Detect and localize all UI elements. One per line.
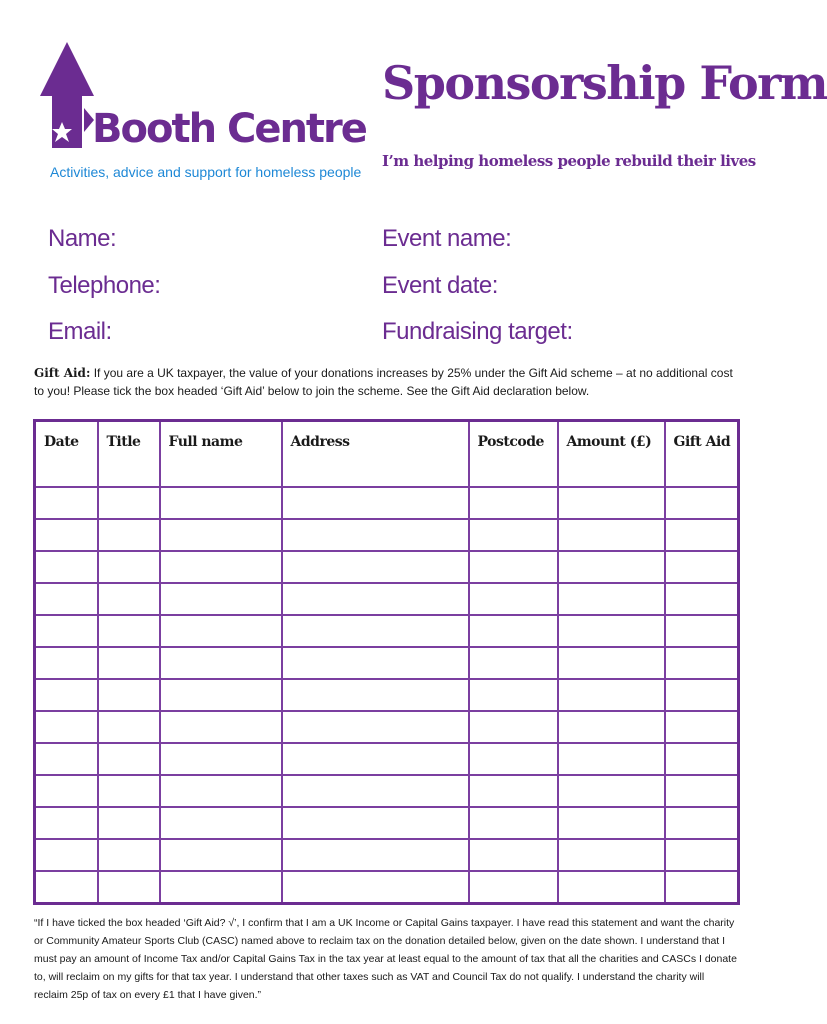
- address-cell[interactable]: [282, 615, 469, 647]
- postcode-cell[interactable]: [469, 615, 558, 647]
- address-cell[interactable]: [282, 711, 469, 743]
- title-cell[interactable]: [98, 583, 160, 615]
- postcode-cell[interactable]: [469, 519, 558, 551]
- title-cell[interactable]: [98, 519, 160, 551]
- title-cell[interactable]: [98, 839, 160, 871]
- date-cell[interactable]: [35, 839, 98, 871]
- full-name-cell[interactable]: [160, 871, 282, 904]
- page-subtitle: I’m helping homeless people rebuild their lives: [382, 152, 756, 170]
- table-row: [35, 871, 739, 904]
- event-name-label: Event name:: [382, 225, 512, 252]
- table-row: [35, 583, 739, 615]
- title-cell[interactable]: [98, 711, 160, 743]
- table-row: [35, 647, 739, 679]
- gift-aid-cell[interactable]: [665, 551, 739, 583]
- column-header-postcode: Postcode: [469, 421, 558, 488]
- gift-aid-cell[interactable]: [665, 487, 739, 519]
- table-row: [35, 839, 739, 871]
- title-cell[interactable]: [98, 871, 160, 904]
- address-cell[interactable]: [282, 583, 469, 615]
- gift-aid-cell[interactable]: [665, 743, 739, 775]
- address-cell[interactable]: [282, 839, 469, 871]
- postcode-cell[interactable]: [469, 839, 558, 871]
- postcode-cell[interactable]: [469, 711, 558, 743]
- gift-aid-declaration: “If I have ticked the box headed ‘Gift Aid? √’, I confirm that I am a UK Income or Capital Gains taxpayer. I have read this statement and want the charity or Community Amateur Sports Club (CASC) named above to reclaim tax on the donation detailed below, given on the date shown. I understand that I must pay an amount of Income Tax and/or Capital Gains Tax in the tax year at least equal to the amount of tax that all the charities and CASCs I donate to, will reclaim on my gifts for that tax year. I understand that other taxes such as VAT and Council Tax do not qualify. I understand the charity will reclaim 25p of tax on every £1 that I have given.”: [34, 917, 737, 1001]
- column-header-address: Address: [282, 421, 469, 488]
- amount-cell[interactable]: [558, 871, 665, 904]
- title-cell[interactable]: [98, 807, 160, 839]
- date-cell[interactable]: [35, 583, 98, 615]
- postcode-cell[interactable]: [469, 583, 558, 615]
- gift-aid-label: Gift Aid:: [34, 366, 91, 380]
- column-header-gift-aid: Gift Aid: [665, 421, 739, 488]
- table-row: [35, 679, 739, 711]
- full-name-cell[interactable]: [160, 775, 282, 807]
- logo-tagline: Activities, advice and support for homeless people: [50, 164, 362, 180]
- address-cell[interactable]: [282, 519, 469, 551]
- table-row: [35, 615, 739, 647]
- title-cell[interactable]: [98, 487, 160, 519]
- title-cell[interactable]: [98, 551, 160, 583]
- amount-cell[interactable]: [558, 615, 665, 647]
- full-name-cell[interactable]: [160, 551, 282, 583]
- gift-aid-text: If you are a UK taxpayer, the value of your donations increases by 25% under the Gift Aid scheme – at no additional cost to you! Please tick the box headed ‘Gift Aid’ below to join the scheme. See the Gift Aid declaration below.: [34, 366, 733, 398]
- postcode-cell[interactable]: [469, 775, 558, 807]
- full-name-cell[interactable]: [160, 679, 282, 711]
- amount-cell[interactable]: [558, 775, 665, 807]
- table-row: [35, 711, 739, 743]
- title-cell[interactable]: [98, 647, 160, 679]
- date-cell[interactable]: [35, 647, 98, 679]
- amount-cell[interactable]: [558, 551, 665, 583]
- full-name-cell[interactable]: [160, 839, 282, 871]
- date-cell[interactable]: [35, 615, 98, 647]
- full-name-cell[interactable]: [160, 583, 282, 615]
- date-cell[interactable]: [35, 775, 98, 807]
- gift-aid-cell[interactable]: [665, 647, 739, 679]
- postcode-cell[interactable]: [469, 679, 558, 711]
- amount-cell[interactable]: [558, 519, 665, 551]
- title-cell[interactable]: [98, 775, 160, 807]
- postcode-cell[interactable]: [469, 871, 558, 904]
- table-row: [35, 519, 739, 551]
- address-cell[interactable]: [282, 487, 469, 519]
- amount-cell[interactable]: [558, 487, 665, 519]
- amount-cell[interactable]: [558, 583, 665, 615]
- date-cell[interactable]: [35, 871, 98, 904]
- table-body: [35, 487, 739, 904]
- full-name-cell[interactable]: [160, 615, 282, 647]
- date-cell[interactable]: [35, 551, 98, 583]
- gift-aid-cell[interactable]: [665, 583, 739, 615]
- address-cell[interactable]: [282, 807, 469, 839]
- gift-aid-cell[interactable]: [665, 871, 739, 904]
- amount-cell[interactable]: [558, 807, 665, 839]
- fundraising-target-label: Fundraising target:: [382, 318, 573, 345]
- booth-centre-logo: [38, 40, 366, 190]
- address-cell[interactable]: [282, 647, 469, 679]
- postcode-cell[interactable]: [469, 551, 558, 583]
- telephone-label: Telephone:: [48, 272, 161, 299]
- address-cell[interactable]: [282, 743, 469, 775]
- date-cell[interactable]: [35, 679, 98, 711]
- address-cell[interactable]: [282, 551, 469, 583]
- table-header-row: [35, 421, 739, 488]
- email-label: Email:: [48, 318, 112, 345]
- date-cell[interactable]: [35, 487, 98, 519]
- table-row: [35, 775, 739, 807]
- gift-aid-cell[interactable]: [665, 519, 739, 551]
- name-label: Name:: [48, 225, 117, 252]
- column-header-date: Date: [35, 421, 98, 488]
- gift-aid-cell[interactable]: [665, 775, 739, 807]
- address-cell[interactable]: [282, 871, 469, 904]
- gift-aid-cell[interactable]: [665, 807, 739, 839]
- amount-cell[interactable]: [558, 839, 665, 871]
- postcode-cell[interactable]: [469, 487, 558, 519]
- event-date-label: Event date:: [382, 272, 498, 299]
- title-cell[interactable]: [98, 615, 160, 647]
- column-header-amount: Amount (£): [558, 421, 665, 488]
- gift-aid-cell[interactable]: [665, 615, 739, 647]
- gift-aid-note: [34, 364, 734, 400]
- column-header-full-name: Full name: [160, 421, 282, 488]
- full-name-cell[interactable]: [160, 743, 282, 775]
- table-row: [35, 487, 739, 519]
- gift-aid-cell[interactable]: [665, 711, 739, 743]
- logo-name: Booth Centre: [92, 106, 366, 152]
- postcode-cell[interactable]: [469, 647, 558, 679]
- full-name-cell[interactable]: [160, 487, 282, 519]
- table-row: [35, 743, 739, 775]
- amount-cell[interactable]: [558, 679, 665, 711]
- full-name-cell[interactable]: [160, 807, 282, 839]
- amount-cell[interactable]: [558, 743, 665, 775]
- date-cell[interactable]: [35, 807, 98, 839]
- date-cell[interactable]: [35, 711, 98, 743]
- date-cell[interactable]: [35, 519, 98, 551]
- full-name-cell[interactable]: [160, 711, 282, 743]
- gift-aid-cell[interactable]: [665, 839, 739, 871]
- page-title: Sponsorship Form: [382, 56, 827, 110]
- table-row: [35, 807, 739, 839]
- address-cell[interactable]: [282, 679, 469, 711]
- postcode-cell[interactable]: [469, 743, 558, 775]
- column-header-title: Title: [98, 421, 160, 488]
- full-name-cell[interactable]: [160, 647, 282, 679]
- full-name-cell[interactable]: [160, 519, 282, 551]
- title-cell[interactable]: [98, 679, 160, 711]
- title-cell[interactable]: [98, 743, 160, 775]
- date-cell[interactable]: [35, 743, 98, 775]
- gift-aid-cell[interactable]: [665, 679, 739, 711]
- amount-cell[interactable]: [558, 647, 665, 679]
- table-row: [35, 551, 739, 583]
- postcode-cell[interactable]: [469, 807, 558, 839]
- amount-cell[interactable]: [558, 711, 665, 743]
- address-cell[interactable]: [282, 775, 469, 807]
- sponsorship-table: [33, 419, 740, 905]
